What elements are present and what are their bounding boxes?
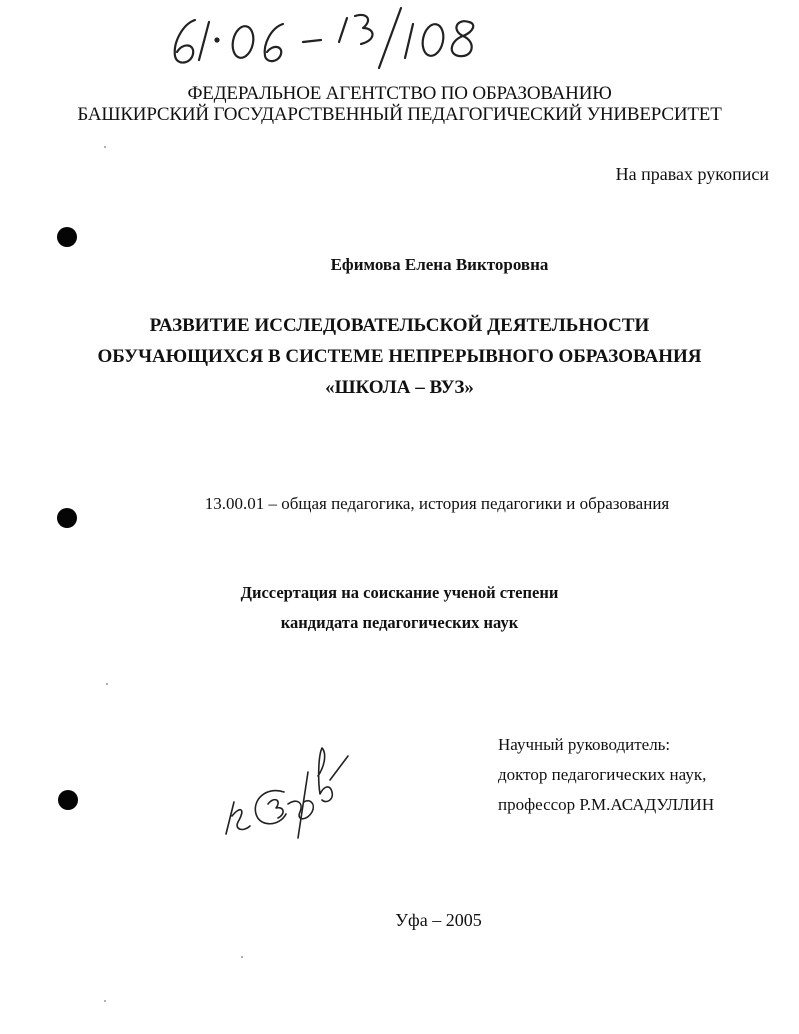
specialty-code: 13.00.01 – общая педагогика, история педагогики и образования — [204, 494, 670, 513]
degree-statement-line-2: кандидата педагогических наук — [280, 613, 519, 632]
agency-name: ФЕДЕРАЛЬНОЕ АГЕНТСТВО ПО ОБРАЗОВАНИЮ — [187, 83, 612, 104]
author-signature — [222, 742, 362, 842]
handwritten-catalogue-code — [165, 2, 505, 72]
punch-hole-top — [57, 227, 77, 247]
scan-speck — [104, 1000, 106, 1002]
author-name: Ефимова Елена Викторовна — [330, 255, 549, 274]
scan-speck — [241, 956, 243, 958]
advisor-name: профессор Р.М.АСАДУЛЛИН — [498, 795, 715, 814]
university-name: БАШКИРСКИЙ ГОСУДАРСТВЕННЫЙ ПЕДАГОГИЧЕСКИЙ УНИВЕРСИТЕТ — [77, 104, 722, 125]
advisor-label: Научный руководитель: — [498, 735, 671, 754]
advisor-degree: доктор педагогических наук, — [498, 765, 707, 784]
thesis-title-line-3: «ШКОЛА – ВУЗ» — [325, 377, 474, 398]
scan-speck — [104, 146, 106, 148]
thesis-title-line-1: РАЗВИТИЕ ИССЛЕДОВАТЕЛЬСКОЙ ДЕЯТЕЛЬНОСТИ — [149, 315, 650, 336]
punch-hole-bottom — [58, 790, 78, 810]
scan-speck — [106, 683, 108, 685]
punch-hole-middle — [57, 508, 77, 528]
scientific-advisor-block — [498, 730, 714, 820]
degree-statement-line-1: Диссертация на соискание ученой степени — [240, 583, 559, 602]
thesis-title-line-2: ОБУЧАЮЩИХСЯ В СИСТЕМЕ НЕПРЕРЫВНОГО ОБРАЗОВАНИЯ — [97, 346, 702, 367]
manuscript-rights-note: На правах рукописи — [615, 164, 769, 184]
city-and-year: Уфа – 2005 — [395, 910, 482, 930]
